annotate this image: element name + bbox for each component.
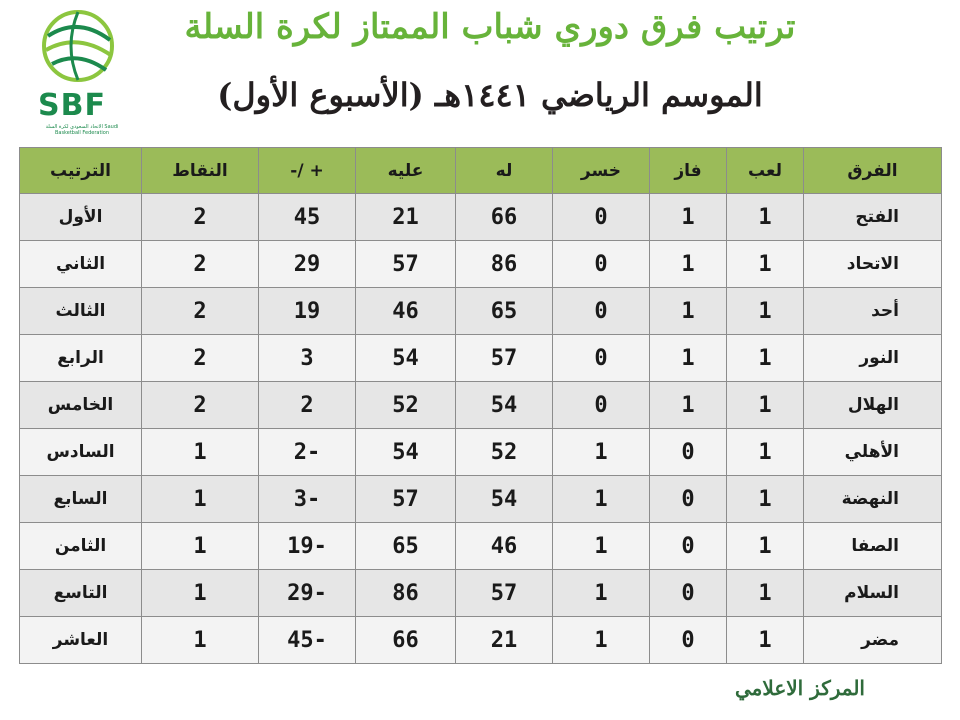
column-header-diff: + /- xyxy=(259,148,356,194)
table-row xyxy=(20,570,942,617)
cell-played: 1 xyxy=(727,335,804,382)
cell-played: 1 xyxy=(727,523,804,570)
cell-lost: 0 xyxy=(553,288,650,335)
cell-against: 54 xyxy=(356,335,456,382)
table-row xyxy=(20,382,942,429)
cell-lost: 1 xyxy=(553,476,650,523)
cell-rank: السادس xyxy=(20,429,142,476)
cell-rank: الثامن xyxy=(20,523,142,570)
cell-for: 54 xyxy=(456,382,553,429)
cell-won: 0 xyxy=(650,617,727,664)
cell-diff: -45 xyxy=(259,617,356,664)
cell-won: 1 xyxy=(650,194,727,241)
cell-lost: 0 xyxy=(553,382,650,429)
table-row xyxy=(20,241,942,288)
cell-points: 2 xyxy=(142,382,259,429)
cell-diff: 2 xyxy=(259,382,356,429)
cell-team: الاتحاد xyxy=(804,241,942,288)
cell-team: النهضة xyxy=(804,476,942,523)
table-row xyxy=(20,288,942,335)
cell-lost: 0 xyxy=(553,335,650,382)
cell-won: 0 xyxy=(650,476,727,523)
cell-for: 86 xyxy=(456,241,553,288)
cell-rank: الثالث xyxy=(20,288,142,335)
cell-diff: -19 xyxy=(259,523,356,570)
cell-team: الهلال xyxy=(804,382,942,429)
cell-played: 1 xyxy=(727,288,804,335)
standings-table xyxy=(19,147,942,664)
cell-against: 46 xyxy=(356,288,456,335)
cell-team: النور xyxy=(804,335,942,382)
cell-diff: -2 xyxy=(259,429,356,476)
cell-won: 1 xyxy=(650,382,727,429)
cell-points: 1 xyxy=(142,570,259,617)
footer-media-center: المركز الاعلامي xyxy=(735,676,865,700)
logo-text: SBF xyxy=(38,88,106,123)
cell-lost: 1 xyxy=(553,523,650,570)
cell-team: أحد xyxy=(804,288,942,335)
cell-played: 1 xyxy=(727,617,804,664)
cell-diff: 29 xyxy=(259,241,356,288)
cell-against: 52 xyxy=(356,382,456,429)
cell-rank: الخامس xyxy=(20,382,142,429)
table-row xyxy=(20,617,942,664)
cell-team: السلام xyxy=(804,570,942,617)
column-header-for: له xyxy=(456,148,553,194)
cell-lost: 1 xyxy=(553,429,650,476)
cell-for: 46 xyxy=(456,523,553,570)
column-header-team: الفرق xyxy=(804,148,942,194)
cell-rank: الأول xyxy=(20,194,142,241)
cell-for: 57 xyxy=(456,570,553,617)
cell-rank: الرابع xyxy=(20,335,142,382)
cell-rank: التاسع xyxy=(20,570,142,617)
cell-won: 0 xyxy=(650,570,727,617)
cell-rank: العاشر xyxy=(20,617,142,664)
cell-won: 0 xyxy=(650,523,727,570)
cell-diff: 19 xyxy=(259,288,356,335)
cell-against: 66 xyxy=(356,617,456,664)
basketball-logo-icon xyxy=(38,6,118,86)
column-header-against: عليه xyxy=(356,148,456,194)
cell-points: 1 xyxy=(142,523,259,570)
cell-played: 1 xyxy=(727,241,804,288)
cell-team: الأهلي xyxy=(804,429,942,476)
cell-team: الصفا xyxy=(804,523,942,570)
cell-diff: 45 xyxy=(259,194,356,241)
table-row xyxy=(20,429,942,476)
cell-points: 1 xyxy=(142,429,259,476)
cell-points: 2 xyxy=(142,194,259,241)
cell-points: 2 xyxy=(142,335,259,382)
table-row xyxy=(20,476,942,523)
table-row xyxy=(20,523,942,570)
column-header-lost: خسر xyxy=(553,148,650,194)
cell-played: 1 xyxy=(727,382,804,429)
cell-diff: -29 xyxy=(259,570,356,617)
cell-for: 66 xyxy=(456,194,553,241)
cell-played: 1 xyxy=(727,570,804,617)
column-header-rank: الترتيب xyxy=(20,148,142,194)
cell-against: 86 xyxy=(356,570,456,617)
cell-points: 1 xyxy=(142,617,259,664)
table-header-row xyxy=(20,148,942,194)
table-row xyxy=(20,335,942,382)
cell-for: 57 xyxy=(456,335,553,382)
cell-diff: -3 xyxy=(259,476,356,523)
cell-won: 1 xyxy=(650,335,727,382)
cell-rank: السابع xyxy=(20,476,142,523)
cell-played: 1 xyxy=(727,194,804,241)
cell-team: مضر xyxy=(804,617,942,664)
sbf-logo xyxy=(28,6,128,134)
cell-won: 1 xyxy=(650,241,727,288)
cell-for: 21 xyxy=(456,617,553,664)
page-subtitle: الموسم الرياضي ١٤٤١هـ (الأسبوع الأول) xyxy=(217,76,763,114)
cell-played: 1 xyxy=(727,429,804,476)
column-header-played: لعب xyxy=(727,148,804,194)
column-header-points: النقاط xyxy=(142,148,259,194)
cell-lost: 0 xyxy=(553,194,650,241)
cell-won: 0 xyxy=(650,429,727,476)
page-title: ترتيب فرق دوري شباب الممتاز لكرة السلة xyxy=(184,7,796,47)
cell-against: 54 xyxy=(356,429,456,476)
cell-for: 54 xyxy=(456,476,553,523)
cell-team: الفتح xyxy=(804,194,942,241)
cell-lost: 1 xyxy=(553,617,650,664)
cell-lost: 0 xyxy=(553,241,650,288)
cell-played: 1 xyxy=(727,476,804,523)
cell-rank: الثاني xyxy=(20,241,142,288)
cell-for: 52 xyxy=(456,429,553,476)
cell-diff: 3 xyxy=(259,335,356,382)
cell-against: 65 xyxy=(356,523,456,570)
cell-points: 2 xyxy=(142,288,259,335)
cell-won: 1 xyxy=(650,288,727,335)
cell-against: 57 xyxy=(356,241,456,288)
cell-for: 65 xyxy=(456,288,553,335)
cell-against: 21 xyxy=(356,194,456,241)
cell-lost: 1 xyxy=(553,570,650,617)
cell-points: 2 xyxy=(142,241,259,288)
logo-subtitle: الاتحاد السعودي لكرة السلة Saudi Basketball Federation xyxy=(45,124,119,136)
cell-against: 57 xyxy=(356,476,456,523)
column-header-won: فاز xyxy=(650,148,727,194)
cell-points: 1 xyxy=(142,476,259,523)
table-row xyxy=(20,194,942,241)
